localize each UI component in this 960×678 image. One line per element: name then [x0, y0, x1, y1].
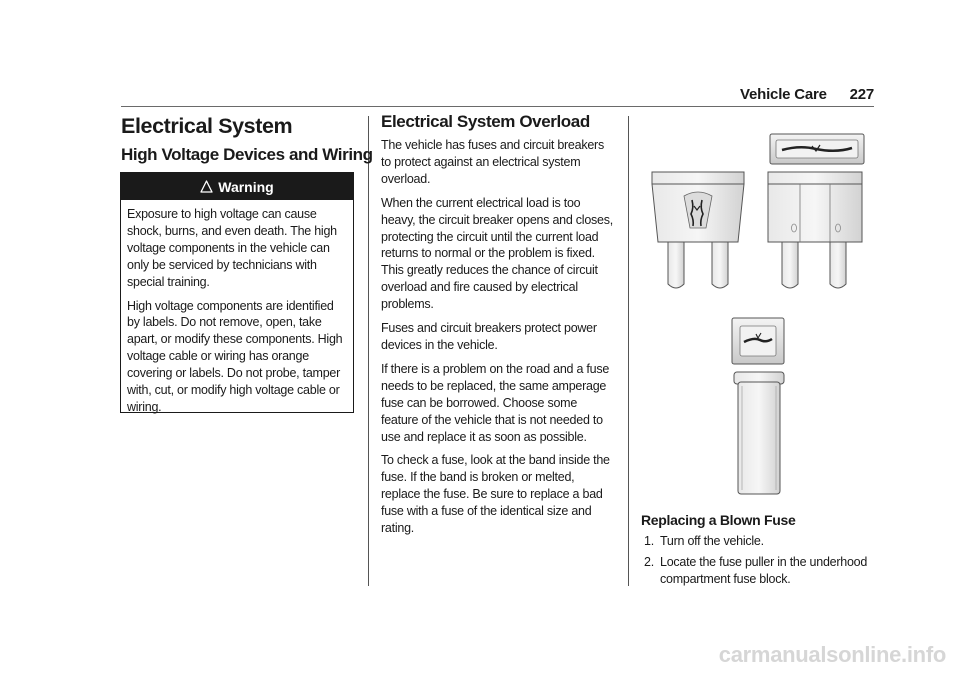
fuse-illustration [640, 124, 880, 500]
body-paragraph: Fuses and circuit breakers protect power devices in the vehicle. [381, 321, 597, 352]
step-number: 2. [644, 554, 654, 569]
column-divider-1 [368, 116, 369, 586]
running-header [740, 86, 874, 106]
warning-header [121, 173, 353, 200]
list-item [644, 554, 876, 588]
blown-fuse [652, 172, 744, 288]
warning-paragraph: High voltage components are identified by labels. Do not remove, open, take apart, or modify these components. High voltage cable or wiring has orange covering or labels. Do not probe, tamper with, cut, or modify high voltage cable or wiring. [127, 298, 343, 414]
fuse-top-view [770, 134, 864, 164]
body-paragraph: If there is a problem on the road and a fuse needs to be replaced, the same amperage fuse can be borrowed. Choose some feature of the vehicle that is not needed to use and replace it as soon as possible. [381, 361, 610, 444]
replacement-steps [644, 533, 876, 592]
mini-fuse-top-view [732, 318, 784, 364]
step-text: Locate the fuse puller in the underhood compartment fuse block. [660, 554, 868, 586]
body-paragraph: To check a fuse, look at the band inside the fuse. If the band is broken or melted, replace the fuse. Be sure to replace a bad fuse with a fuse of the identical size and rating. [381, 453, 610, 536]
warning-body [121, 200, 353, 416]
body-paragraph: When the current electrical load is too heavy, the circuit breaker opens and closes, protecting the circuit until the current load returns to normal or the problem is fixed. This greatly reduces the chance of circuit overload and fire caused by electrical problems. [381, 195, 613, 312]
good-fuse [768, 172, 862, 288]
section-title: Electrical System [121, 114, 293, 138]
step-number: 1. [644, 534, 654, 548]
fuse-puller [734, 372, 784, 494]
warning-label: Warning [218, 178, 274, 195]
replacing-fuse-title: Replacing a Blown Fuse [641, 512, 796, 528]
warning-triangle-icon [200, 180, 213, 193]
step-text: Turn off the vehicle. [660, 534, 764, 548]
watermark: carmanualsonline.info [718, 642, 946, 667]
subsection-title: High Voltage Devices and Wiring [121, 145, 373, 164]
running-header-section: Vehicle Care [740, 86, 827, 103]
warning-paragraph: Exposure to high voltage can cause shock, burns, and even death. The high voltage components in the vehicle can only be serviced by technicians with special training. [127, 207, 337, 289]
overload-title: Electrical System Overload [381, 112, 590, 131]
overload-body [381, 137, 613, 544]
body-paragraph: The vehicle has fuses and circuit breakers to protect against an electrical system overload. [381, 138, 604, 186]
list-item [644, 533, 876, 550]
page-number: 227 [849, 86, 874, 103]
header-rule [121, 106, 874, 107]
warning-box [120, 172, 354, 413]
column-divider-2 [628, 116, 629, 586]
